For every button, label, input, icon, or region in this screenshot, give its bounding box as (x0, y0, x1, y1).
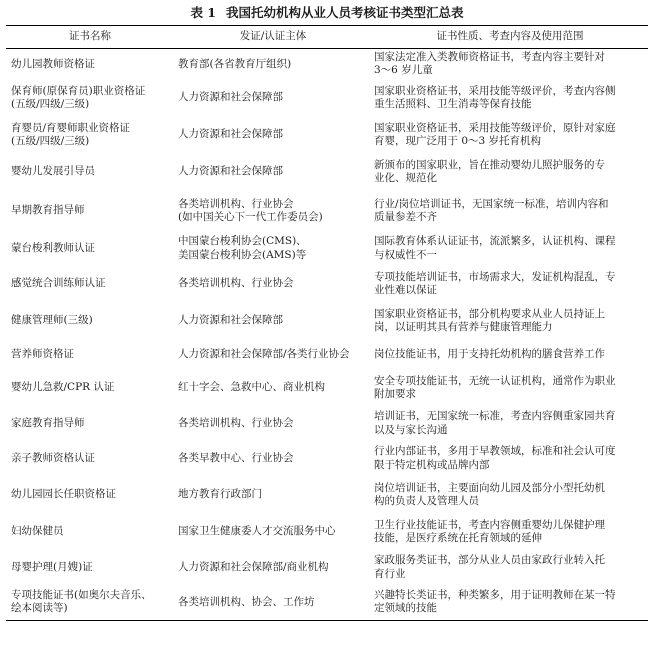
issuing-body-line: 红十字会、急救中心、商业机构 (178, 381, 325, 394)
cert-name-line: 幼儿园园长任职资格证 (11, 488, 116, 501)
table-row (6, 154, 648, 191)
cert-name-cell (6, 80, 174, 117)
nature-scope-line: 质量参差不齐 (374, 211, 437, 223)
cert-name-line: 婴幼儿发展引导员 (11, 165, 95, 178)
nature-scope-cell (372, 585, 648, 621)
issuing-body-cell (174, 266, 372, 303)
nature-scope-line: 岗，以证明其具有营养与健康管理能力 (374, 321, 553, 333)
cert-name-line: 母婴护理(月嫂)证 (11, 560, 93, 573)
issuing-body-line: 人力资源和社会保障部 (178, 128, 283, 141)
nature-scope-line: 行业内部证书，多用于早教领域，标准和社会认可度 (374, 445, 616, 457)
table-row (6, 407, 648, 441)
issuing-body-cell (174, 191, 372, 232)
nature-scope-line: 国家职业资格证书，采用技能等级评价，考查内容侧 (374, 84, 616, 97)
cert-name-line: (五级/四级/三级) (11, 98, 90, 110)
nature-scope-cell (372, 407, 648, 441)
table-row (6, 551, 648, 585)
table-row (6, 266, 648, 303)
cert-name-line: 亲子教师资格认证 (11, 451, 95, 464)
table-row (6, 80, 648, 117)
cert-name-cell (6, 117, 174, 154)
issuing-body-line: 各类培训机构、协会、工作坊 (178, 595, 315, 608)
nature-scope-cell (372, 441, 648, 477)
issuing-body-line: (如中国关心下一代工作委员会) (178, 211, 323, 223)
issuing-body-cell (174, 340, 372, 370)
cert-name-cell (6, 266, 174, 303)
nature-scope-cell (372, 266, 648, 303)
header-certificate-name: 证书名称 (69, 30, 111, 43)
issuing-body-line: 各类培训机构、行业协会 (178, 416, 294, 429)
cert-name-cell (6, 477, 174, 514)
cert-name-cell (6, 191, 174, 232)
certificate-summary-table (6, 25, 648, 621)
nature-scope-cell (372, 117, 648, 154)
cert-name-cell (6, 407, 174, 441)
cert-name-cell (6, 49, 174, 80)
issuing-body-cell (174, 49, 372, 80)
issuing-body-cell (174, 407, 372, 441)
nature-scope-line: 安全专项技能证书，无统一认证机构，通常作为职业 (374, 374, 616, 387)
table-body (6, 49, 648, 621)
table-row (6, 585, 648, 621)
nature-scope-line: 定领域的技能 (374, 602, 437, 615)
issuing-body-cell (174, 117, 372, 154)
nature-scope-line: 业性难以保证 (374, 284, 437, 296)
issuing-body-line: 各类培训机构、行业协会 (178, 277, 294, 290)
nature-scope-cell (372, 191, 648, 232)
table-title-text: 我国托幼机构从业人员考核证书类型汇总表 (226, 5, 464, 20)
cert-name-line: 绘本阅读等) (11, 602, 68, 615)
issuing-body-line: 人力资源和社会保障部 (178, 165, 283, 178)
issuing-body-cell (174, 441, 372, 477)
cert-name-line: 育婴员/育婴师职业资格证 (11, 121, 131, 134)
nature-scope-cell (372, 232, 648, 266)
cert-name-cell (6, 370, 174, 407)
nature-scope-cell (372, 477, 648, 514)
cert-name-cell (6, 340, 174, 370)
nature-scope-line: 重生活照料、卫生消毒等保育技能 (374, 98, 532, 110)
cert-name-line: 保育师(原保育员)职业资格证 (11, 84, 146, 97)
issuing-body-cell (174, 585, 372, 621)
cert-name-cell (6, 585, 174, 621)
cert-name-cell (6, 441, 174, 477)
nature-scope-line: 国家职业资格证书，部分机构要求从业人员持证上 (374, 307, 605, 320)
nature-scope-cell (372, 340, 648, 370)
nature-scope-line: 专项技能培训证书，市场需求大，发证机构混乱，专 (374, 270, 616, 283)
cert-name-line: 幼儿园教师资格证 (11, 57, 95, 70)
cert-name-line: 健康管理师(三级) (11, 314, 93, 327)
nature-scope-line: 业化、规范化 (374, 172, 437, 184)
table-row (6, 117, 648, 154)
cert-name-cell (6, 154, 174, 191)
nature-scope-cell (372, 80, 648, 117)
nature-scope-line: 岗位培训证书，主要面向幼儿园及部分小型托幼机 (374, 481, 605, 494)
cert-name-cell (6, 514, 174, 551)
issuing-body-line: 人力资源和社会保障部/商业机构 (178, 560, 329, 573)
issuing-body-line: 地方教育行政部门 (178, 488, 262, 501)
table-row (6, 441, 648, 477)
issuing-body-line: 美国蒙台梭利协会(AMS)等 (178, 248, 307, 261)
issuing-body-line: 国家卫生健康委人才交流服务中心 (178, 525, 336, 538)
issuing-body-line: 各类早教中心、行业协会 (178, 451, 294, 464)
issuing-body-line: 各类培训机构、行业协会 (178, 197, 294, 210)
table-row (6, 370, 648, 407)
header-issuing-body: 发证/认证主体 (239, 30, 307, 43)
nature-scope-line: 以及与家长沟通 (374, 423, 448, 436)
table-row (6, 340, 648, 370)
nature-scope-line: 家政服务类证书，部分从业人员由家政行业转入托 (374, 554, 605, 566)
table-row (6, 191, 648, 232)
nature-scope-line: 国际教育体系认证证书，流派繁多，认证机构、课程 (374, 235, 616, 247)
nature-scope-line: 技能，是医疗系统在托育领域的延伸 (374, 532, 542, 544)
issuing-body-cell (174, 154, 372, 191)
cert-name-line: 婴幼儿急救/CPR 认证 (11, 381, 115, 394)
issuing-body-cell (174, 303, 372, 340)
cert-name-line: 蒙台梭利教师认证 (11, 241, 95, 254)
issuing-body-cell (174, 477, 372, 514)
table-header-row (6, 26, 648, 49)
nature-scope-line: 国家法定准入类教师资格证书，考查内容主要针对 (374, 50, 605, 63)
header-nature-scope: 证书性质、考查内容及使用范围 (436, 30, 584, 43)
issuing-body-line: 人力资源和社会保障部 (178, 314, 283, 327)
table-row (6, 303, 648, 340)
issuing-body-line: 教育部(各省教育厅组织) (178, 57, 292, 70)
nature-scope-line: 行业/岗位培训证书，无国家统一标准，培训内容和 (374, 197, 609, 210)
nature-scope-line: 兴趣特长类证书，种类繁多，用于证明教师在某一特 (374, 588, 616, 601)
nature-scope-line: 培训证书，无国家统一标准，考查内容侧重家园共育 (374, 410, 616, 422)
cert-name-line: 妇幼保健员 (11, 525, 64, 538)
nature-scope-cell (372, 370, 648, 407)
nature-scope-line: 附加要求 (374, 388, 416, 400)
nature-scope-line: 新颁布的国家职业，旨在推动婴幼儿照护服务的专 (374, 158, 605, 171)
cert-name-line: 家庭教育指导师 (11, 416, 85, 429)
cert-name-line: 感觉统合训练师认证 (11, 277, 106, 290)
nature-scope-line: 岗位技能证书，用于支持托幼机构的膳食营养工作 (374, 347, 605, 360)
cert-name-line: (五级/四级/三级) (11, 135, 90, 147)
nature-scope-line: 构的负责人及管理人员 (374, 495, 479, 507)
cert-name-line: 专项技能证书(如奥尔夫音乐、 (11, 588, 152, 601)
issuing-body-line: 人力资源和社会保障部 (178, 91, 283, 104)
table-row (6, 232, 648, 266)
table-row (6, 477, 648, 514)
issuing-body-cell (174, 551, 372, 585)
issuing-body-line: 人力资源和社会保障部/各类行业协会 (178, 347, 350, 360)
issuing-body-cell (174, 80, 372, 117)
table-number: 表 1 (190, 5, 217, 20)
nature-scope-line: 育行业 (374, 567, 406, 580)
nature-scope-line: 育婴，现广泛用于 0～3 岁托育机构 (374, 135, 542, 147)
nature-scope-cell (372, 154, 648, 191)
cert-name-cell (6, 551, 174, 585)
nature-scope-line: 限于特定机构或品牌内部 (374, 458, 490, 471)
nature-scope-line: 卫生行业技能证书，考查内容侧重婴幼儿保健护理 (374, 518, 605, 531)
nature-scope-line: 国家职业资格证书，采用技能等级评价，原针对家庭 (374, 121, 616, 134)
issuing-body-cell (174, 514, 372, 551)
issuing-body-line: 中国蒙台梭利协会(CMS)、 (178, 235, 307, 247)
nature-scope-cell (372, 303, 648, 340)
nature-scope-cell (372, 514, 648, 551)
cert-name-line: 早期教育指导师 (11, 204, 85, 217)
table-title (6, 4, 648, 22)
nature-scope-cell (372, 49, 648, 80)
table-row (6, 49, 648, 80)
nature-scope-cell (372, 551, 648, 585)
cert-name-line: 营养师资格证 (11, 347, 74, 360)
table-row (6, 514, 648, 551)
issuing-body-cell (174, 232, 372, 266)
nature-scope-line: 3～6 岁儿童 (374, 64, 433, 77)
cert-name-cell (6, 303, 174, 340)
cert-name-cell (6, 232, 174, 266)
nature-scope-line: 与权威性不一 (374, 248, 437, 261)
issuing-body-cell (174, 370, 372, 407)
